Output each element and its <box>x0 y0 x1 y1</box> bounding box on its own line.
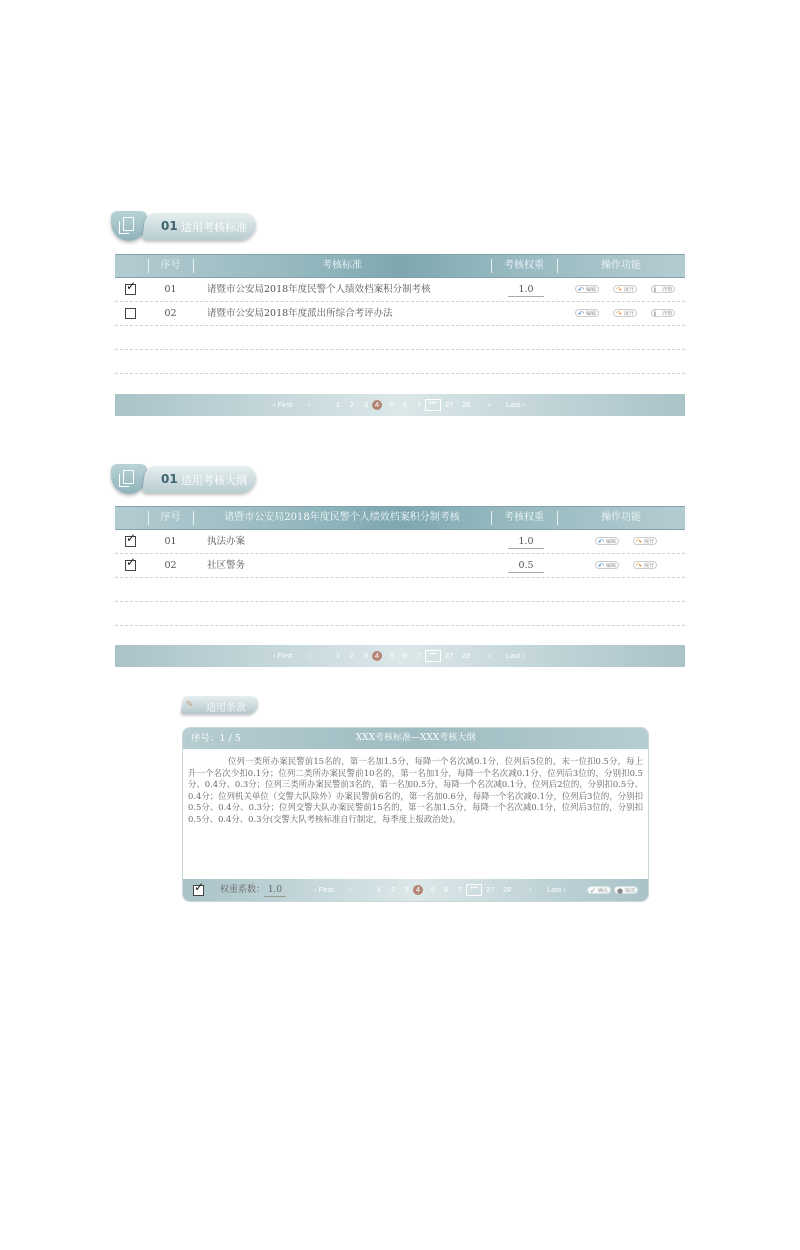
page-link[interactable]: 5 <box>389 400 395 409</box>
section-number: 01 <box>161 219 178 233</box>
page-link[interactable]: 3 <box>363 651 369 660</box>
last-label: Last <box>506 400 521 409</box>
cancel-button[interactable] <box>614 886 638 894</box>
info-icon: i <box>654 286 656 294</box>
page-link[interactable]: 6 <box>443 885 449 894</box>
action-label: 展开 <box>624 287 635 293</box>
clause-panel-footer <box>183 879 648 901</box>
prev-page-icon[interactable]: ‹ <box>308 400 311 409</box>
last-label: Last <box>547 885 562 894</box>
page-current[interactable]: 4 <box>372 651 382 661</box>
page-link[interactable]: 6 <box>402 651 408 660</box>
expand-button[interactable] <box>633 537 657 545</box>
empty-row <box>115 326 685 350</box>
row-name: 诸暨市公安局2018年度民警个人绩效档案积分制考核 <box>207 284 431 295</box>
last-label: Last <box>506 651 521 660</box>
pencil-icon: ✎ <box>186 700 194 710</box>
first-page-button[interactable] <box>273 645 292 667</box>
header-standard: 考核标准 <box>322 260 362 271</box>
forward-icon: ↷ <box>636 562 642 570</box>
row-name: 诸暨市公安局2018年度派出所综合考评办法 <box>207 308 393 319</box>
action-label: 编辑 <box>606 539 617 545</box>
reply-icon: ↶ <box>598 538 604 546</box>
header-actions: 操作功能 <box>601 512 641 523</box>
confirm-label: 确认 <box>598 888 609 894</box>
header-weight: 考核权重 <box>504 260 544 271</box>
cancel-icon: ● <box>617 887 624 895</box>
cancel-label: 取消 <box>625 888 636 894</box>
section-number: 01 <box>161 472 178 486</box>
table-header <box>115 254 685 278</box>
page-link[interactable]: 27 <box>445 651 454 660</box>
page-link[interactable]: 1 <box>335 651 341 660</box>
chevron-right-icon: › <box>563 885 566 894</box>
page-link[interactable]: 5 <box>389 651 395 660</box>
edit-button[interactable] <box>595 537 619 545</box>
table-header <box>115 506 685 530</box>
action-label: 详情 <box>662 311 673 317</box>
edit-button[interactable] <box>595 561 619 569</box>
action-label: 编辑 <box>586 287 597 293</box>
confirm-button[interactable] <box>587 886 611 894</box>
standards-table <box>115 254 685 374</box>
info-icon: i <box>654 310 656 318</box>
clause-seq: 序号：1 / 5 <box>191 733 241 744</box>
weight-input[interactable]: 1.0 <box>508 535 544 549</box>
clause-body-text: 位列一类所办案民警前15名的，第一名加1.5分，每降一个名次减0.1分，位列后5位的，末一位扣0.5分，每上升一个名次少扣0.1分；位列二类所办案民警前10名的，第一名加1分，每降一个名次减0.1分，位列后3位的，分别扣0.5分、0.4分、0.3分；位列三类所办案民警前3名的，第一名加0.5分，每降一个名次减0.1分，位列后2位的，分别扣0.5分、0.4分；位列机关单位（交警大队除外）办案民警前6名的，第一名加0.6分，每降一个名次减0.1分，位列后3位的，分别扣0.5分、0.4分、0.3分；位列交警大队办案民警前15名的，第一名加1.5分，每降一个名次减0.1分，位列后3位的，分别扣0.5分、0.4分、0.3分(交警大队考核标准自行制定，每季度上报政治处)。 <box>188 756 643 824</box>
row-seq: 02 <box>164 308 177 319</box>
page-link[interactable]: 6 <box>402 400 408 409</box>
chevron-left-icon: ‹ <box>314 885 317 894</box>
page-link[interactable]: 1 <box>376 885 382 894</box>
page-link[interactable]: 27 <box>445 400 454 409</box>
page-link[interactable]: 2 <box>349 651 355 660</box>
header-outline: 诸暨市公安局2018年度民警个人绩效档案积分制考核 <box>224 512 460 523</box>
page-link[interactable]: 28 <box>503 885 512 894</box>
chevron-right-icon: › <box>522 400 525 409</box>
reply-icon: ↶ <box>578 286 584 294</box>
clause-tag-label: 适用条款 <box>206 703 246 714</box>
page-link[interactable]: 1 <box>335 400 341 409</box>
empty-row <box>115 602 685 626</box>
last-page-button[interactable] <box>547 879 566 901</box>
page-ellipsis[interactable]: ••• <box>425 650 441 662</box>
row-name: 社区警务 <box>207 560 246 571</box>
table-row <box>115 302 685 326</box>
page-link[interactable]: 3 <box>363 400 369 409</box>
clause-panel <box>182 727 649 902</box>
clause-checkbox[interactable] <box>193 885 204 896</box>
row-checkbox[interactable] <box>125 536 136 547</box>
section-title: 适用考核大纲 <box>181 474 247 487</box>
page-link[interactable]: 5 <box>430 885 436 894</box>
header-seq: 序号 <box>160 260 181 271</box>
page-link[interactable]: 3 <box>404 885 410 894</box>
expand-button[interactable] <box>613 309 637 317</box>
action-label: 展开 <box>644 563 655 569</box>
page-link[interactable]: 27 <box>486 885 495 894</box>
header-actions: 操作功能 <box>601 260 641 271</box>
page-link[interactable]: 2 <box>390 885 396 894</box>
page-ellipsis[interactable]: ••• <box>466 884 482 896</box>
next-page-icon[interactable]: › <box>488 651 491 660</box>
edit-button[interactable] <box>575 285 599 293</box>
page-link[interactable]: 28 <box>462 400 471 409</box>
action-label: 展开 <box>624 311 635 317</box>
page-link[interactable]: 7 <box>416 400 422 409</box>
table-row <box>115 554 685 578</box>
page-link[interactable]: 28 <box>462 651 471 660</box>
next-page-icon[interactable]: › <box>529 885 532 894</box>
section-header-standards <box>111 211 257 243</box>
prev-page-icon[interactable]: ‹ <box>308 651 311 660</box>
pagination-bar <box>115 645 685 667</box>
reply-icon: ↶ <box>578 310 584 318</box>
header-seq: 序号 <box>160 512 181 523</box>
chevron-left-icon: ‹ <box>273 651 276 660</box>
clause-panel-title: XXX考核标准—XXX考核大纲 <box>355 733 476 743</box>
clause-tag <box>182 696 258 716</box>
last-page-button[interactable] <box>506 394 525 416</box>
weight-input[interactable]: 0.5 <box>508 559 544 573</box>
first-label: First <box>277 651 293 660</box>
pagination-bar <box>115 394 685 416</box>
expand-button[interactable] <box>633 561 657 569</box>
action-label: 详情 <box>662 287 673 293</box>
chevron-right-icon: › <box>522 651 525 660</box>
action-label: 编辑 <box>586 311 597 317</box>
expand-button[interactable] <box>613 285 637 293</box>
page-current[interactable]: 4 <box>372 400 382 410</box>
row-checkbox[interactable] <box>125 308 136 319</box>
header-weight: 考核权重 <box>504 512 544 523</box>
action-label: 编辑 <box>606 563 617 569</box>
table-row <box>115 278 685 302</box>
row-seq: 02 <box>164 560 177 571</box>
chevron-left-icon: ‹ <box>273 400 276 409</box>
check-icon: ✓ <box>590 887 596 895</box>
row-seq: 01 <box>164 536 177 547</box>
reply-icon: ↶ <box>598 562 604 570</box>
forward-icon: ↷ <box>616 310 622 318</box>
next-page-icon[interactable]: › <box>488 400 491 409</box>
weight-input[interactable]: 1.0 <box>264 884 286 897</box>
outline-table <box>115 506 685 626</box>
page-ellipsis[interactable]: ••• <box>425 399 441 411</box>
last-page-button[interactable] <box>506 645 525 667</box>
table-row <box>115 530 685 554</box>
empty-row <box>115 350 685 374</box>
section-title: 适用考核标准 <box>181 221 247 234</box>
forward-icon: ↷ <box>636 538 642 546</box>
empty-row <box>115 578 685 602</box>
first-label: First <box>277 400 293 409</box>
first-label: First <box>318 885 334 894</box>
edit-button[interactable] <box>575 309 599 317</box>
forward-icon: ↷ <box>616 286 622 294</box>
page-link[interactable]: 7 <box>457 885 463 894</box>
first-page-button[interactable] <box>273 394 292 416</box>
weight-label: 权重系数： <box>220 885 266 895</box>
section-header-outline <box>111 464 257 496</box>
weight-input[interactable]: 1.0 <box>508 283 544 297</box>
page-current[interactable]: 4 <box>413 885 423 895</box>
page-link[interactable]: 7 <box>416 651 422 660</box>
details-button[interactable] <box>651 309 675 317</box>
row-name: 执法办案 <box>207 536 246 547</box>
first-page-button[interactable] <box>314 879 333 901</box>
row-checkbox[interactable] <box>125 284 136 295</box>
action-label: 展开 <box>644 539 655 545</box>
details-button[interactable] <box>651 285 675 293</box>
row-checkbox[interactable] <box>125 560 136 571</box>
row-seq: 01 <box>164 284 177 295</box>
prev-page-icon[interactable]: ‹ <box>349 885 352 894</box>
page-link[interactable]: 2 <box>349 400 355 409</box>
clause-panel-header <box>183 728 648 749</box>
